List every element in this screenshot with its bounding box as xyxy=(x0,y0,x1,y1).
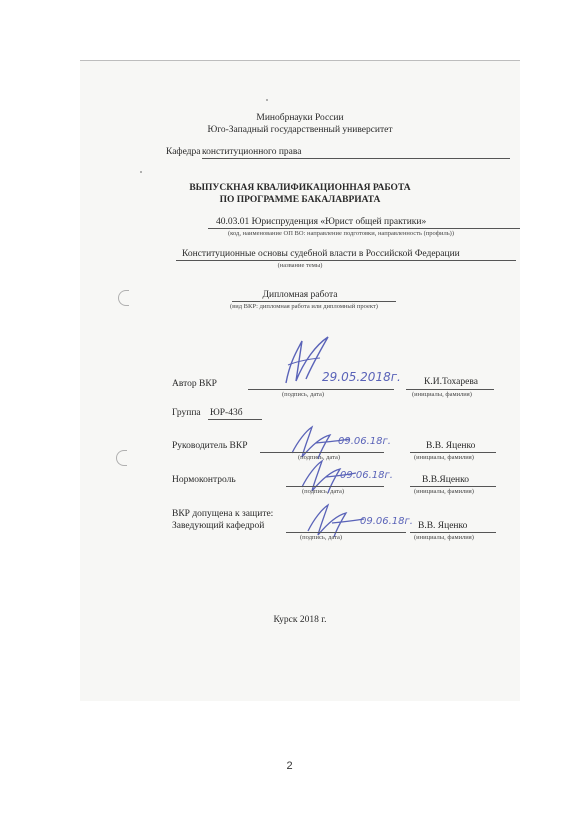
normcontrol-label: Нормоконтроль xyxy=(172,475,236,485)
author-signature-caption: (подпись, дата) xyxy=(282,391,325,398)
supervisor-label: Руководитель ВКР xyxy=(172,441,248,451)
program-underline xyxy=(208,228,520,229)
page-number: 2 xyxy=(286,760,293,772)
supervisor-name-caption: (инициалы, фамилия) xyxy=(414,454,474,461)
supervisor-signature-line xyxy=(260,452,384,453)
author-signature-line xyxy=(248,389,394,390)
normcontrol-name-caption: (инициалы, фамилия) xyxy=(414,488,474,495)
head-of-department-name: В.В. Яценко xyxy=(418,521,468,531)
program-value: 40.03.01 Юриспруденция «Юрист общей практики» xyxy=(216,217,427,227)
author-name: К.И.Тохарева xyxy=(424,377,478,387)
binder-hole-mark xyxy=(116,450,127,466)
topic-value: Конституционные основы судебной власти в Российской Федерации xyxy=(182,249,460,259)
department-underline xyxy=(202,158,510,159)
supervisor-name: В.В. Яценко xyxy=(426,441,476,451)
binder-hole-mark xyxy=(118,290,129,306)
normcontrol-signature-line xyxy=(286,486,384,487)
department-value: конституционного права xyxy=(202,147,302,157)
head-of-department-date: 09.06.18г. xyxy=(360,516,413,527)
scan-speck xyxy=(140,171,142,173)
admission-label: ВКР допущена к защите: xyxy=(172,509,274,519)
university-name: Юго-Западный государственный университет xyxy=(207,125,393,135)
head-of-department-name-caption: (инициалы, фамилия) xyxy=(414,534,474,541)
head-of-department-label: Заведующий кафедрой xyxy=(172,521,265,531)
scanned-title-page xyxy=(80,60,520,701)
work-type-value: Дипломная работа xyxy=(262,290,338,300)
author-label: Автор ВКР xyxy=(172,379,217,389)
topic-caption: (название темы) xyxy=(277,262,323,269)
group-underline xyxy=(208,419,262,420)
group-label: Группа xyxy=(172,408,201,418)
scan-speck xyxy=(266,99,268,101)
topic-underline xyxy=(176,260,516,261)
author-name-caption: (инициалы, фамилия) xyxy=(412,391,472,398)
normcontrol-name-line xyxy=(410,486,496,487)
city-year: Курск 2018 г. xyxy=(273,615,327,625)
head-of-department-name-line xyxy=(410,532,496,533)
head-of-department-signature-line xyxy=(286,532,406,533)
ministry-name: Минобрнауки России xyxy=(256,113,344,123)
group-value: ЮР-43б xyxy=(210,408,243,418)
department-label: Кафедра xyxy=(166,147,201,157)
author-name-line xyxy=(406,389,494,390)
work-type-caption: (вид ВКР: дипломная работа или дипломный проект) xyxy=(230,303,378,310)
program-caption: (код, наименование ОП ВО: направление подготовки, направленность (профиль)) xyxy=(228,230,454,237)
author-date: 29.05.2018г. xyxy=(322,370,401,384)
work-type-underline xyxy=(232,301,396,302)
normcontrol-date: 09.06.18г. xyxy=(340,470,393,481)
supervisor-signature-caption: (подпись, дата) xyxy=(298,454,341,461)
normcontrol-signature-caption: (подпись, дата) xyxy=(302,488,345,495)
supervisor-name-line xyxy=(410,452,496,453)
work-title-line1: ВЫПУСКНАЯ КВАЛИФИКАЦИОННАЯ РАБОТА xyxy=(189,183,411,193)
head-of-department-signature-caption: (подпись, дата) xyxy=(300,534,343,541)
work-title-line2: ПО ПРОГРАММЕ БАКАЛАВРИАТА xyxy=(219,195,381,205)
normcontrol-name: В.В.Яценко xyxy=(422,475,470,485)
supervisor-date: 09.06.18г. xyxy=(338,436,391,447)
